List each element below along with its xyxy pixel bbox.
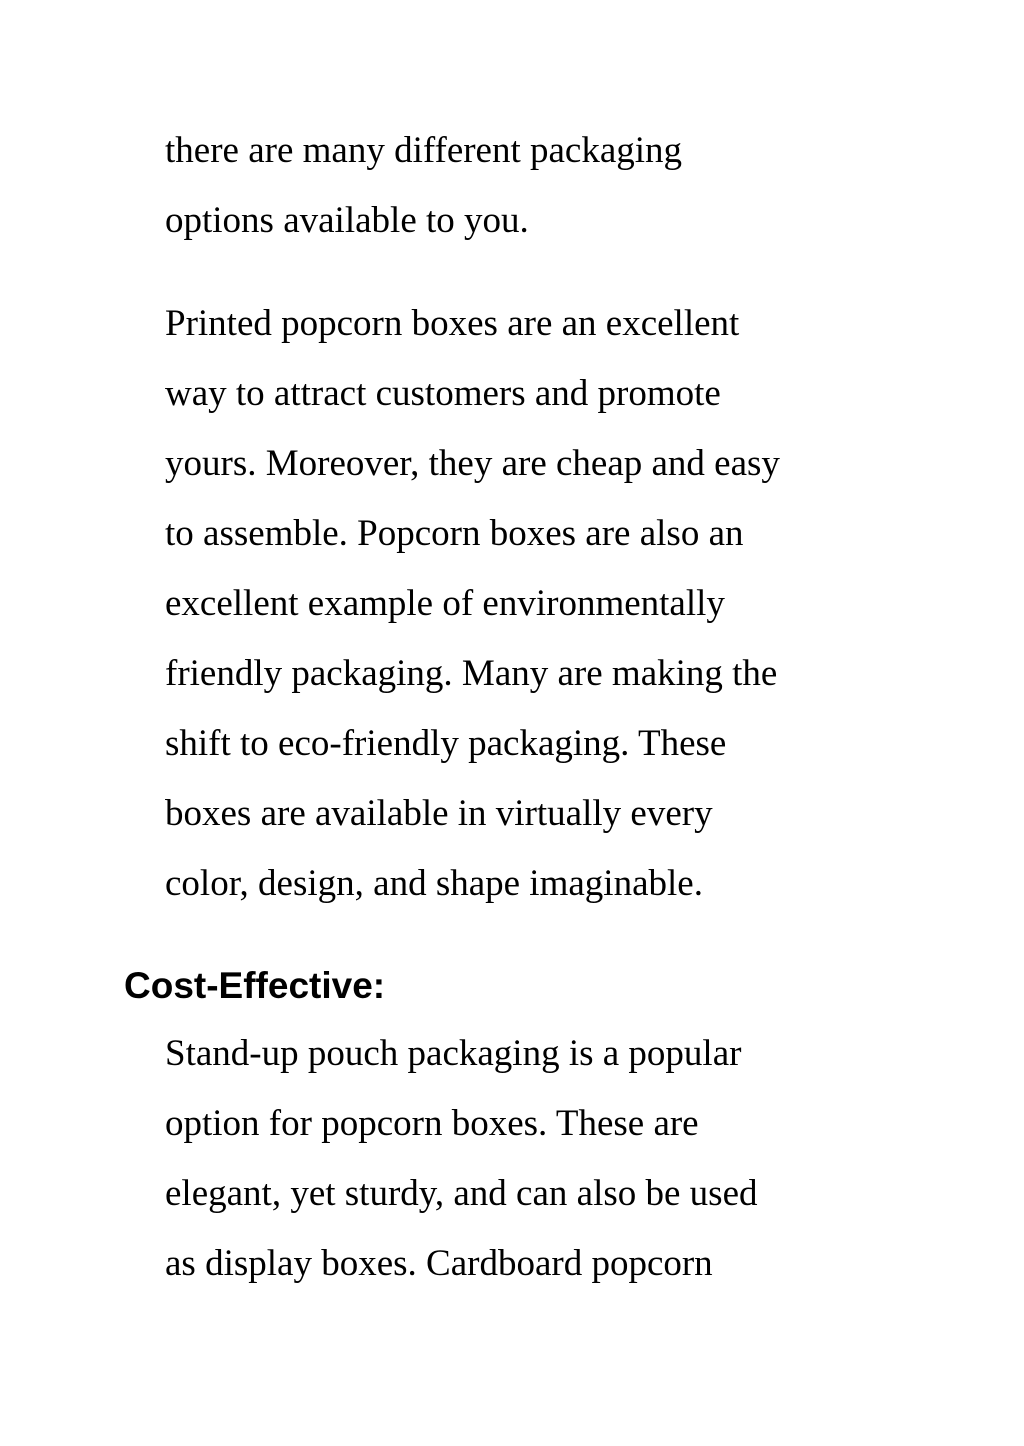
text-line: boxes are available in virtually every	[165, 793, 713, 834]
section-heading-cost-effective: Cost-Effective:	[124, 965, 386, 1006]
text-line: Printed popcorn boxes are an excellent	[165, 303, 740, 344]
paragraph-packaging-options	[165, 116, 885, 256]
text-line: to assemble. Popcorn boxes are also an	[165, 513, 744, 554]
text-line: Stand-up pouch packaging is a popular	[165, 1033, 742, 1074]
text-line: elegant, yet sturdy, and can also be used	[165, 1173, 758, 1214]
text-line: excellent example of environmentally	[165, 583, 725, 624]
text-line: as display boxes. Cardboard popcorn	[165, 1243, 713, 1284]
text-line: way to attract customers and promote	[165, 373, 721, 414]
text-line: option for popcorn boxes. These are	[165, 1103, 699, 1144]
text-line: friendly packaging. Many are making the	[165, 653, 778, 694]
text-line: there are many different packaging	[165, 130, 683, 171]
text-line: yours. Moreover, they are cheap and easy	[165, 443, 780, 484]
paragraph-stand-up-pouch	[165, 1019, 885, 1299]
text-line: options available to you.	[165, 200, 529, 241]
text-line: color, design, and shape imaginable.	[165, 863, 703, 904]
paragraph-printed-popcorn-boxes	[165, 289, 885, 919]
text-line: shift to eco-friendly packaging. These	[165, 723, 727, 764]
